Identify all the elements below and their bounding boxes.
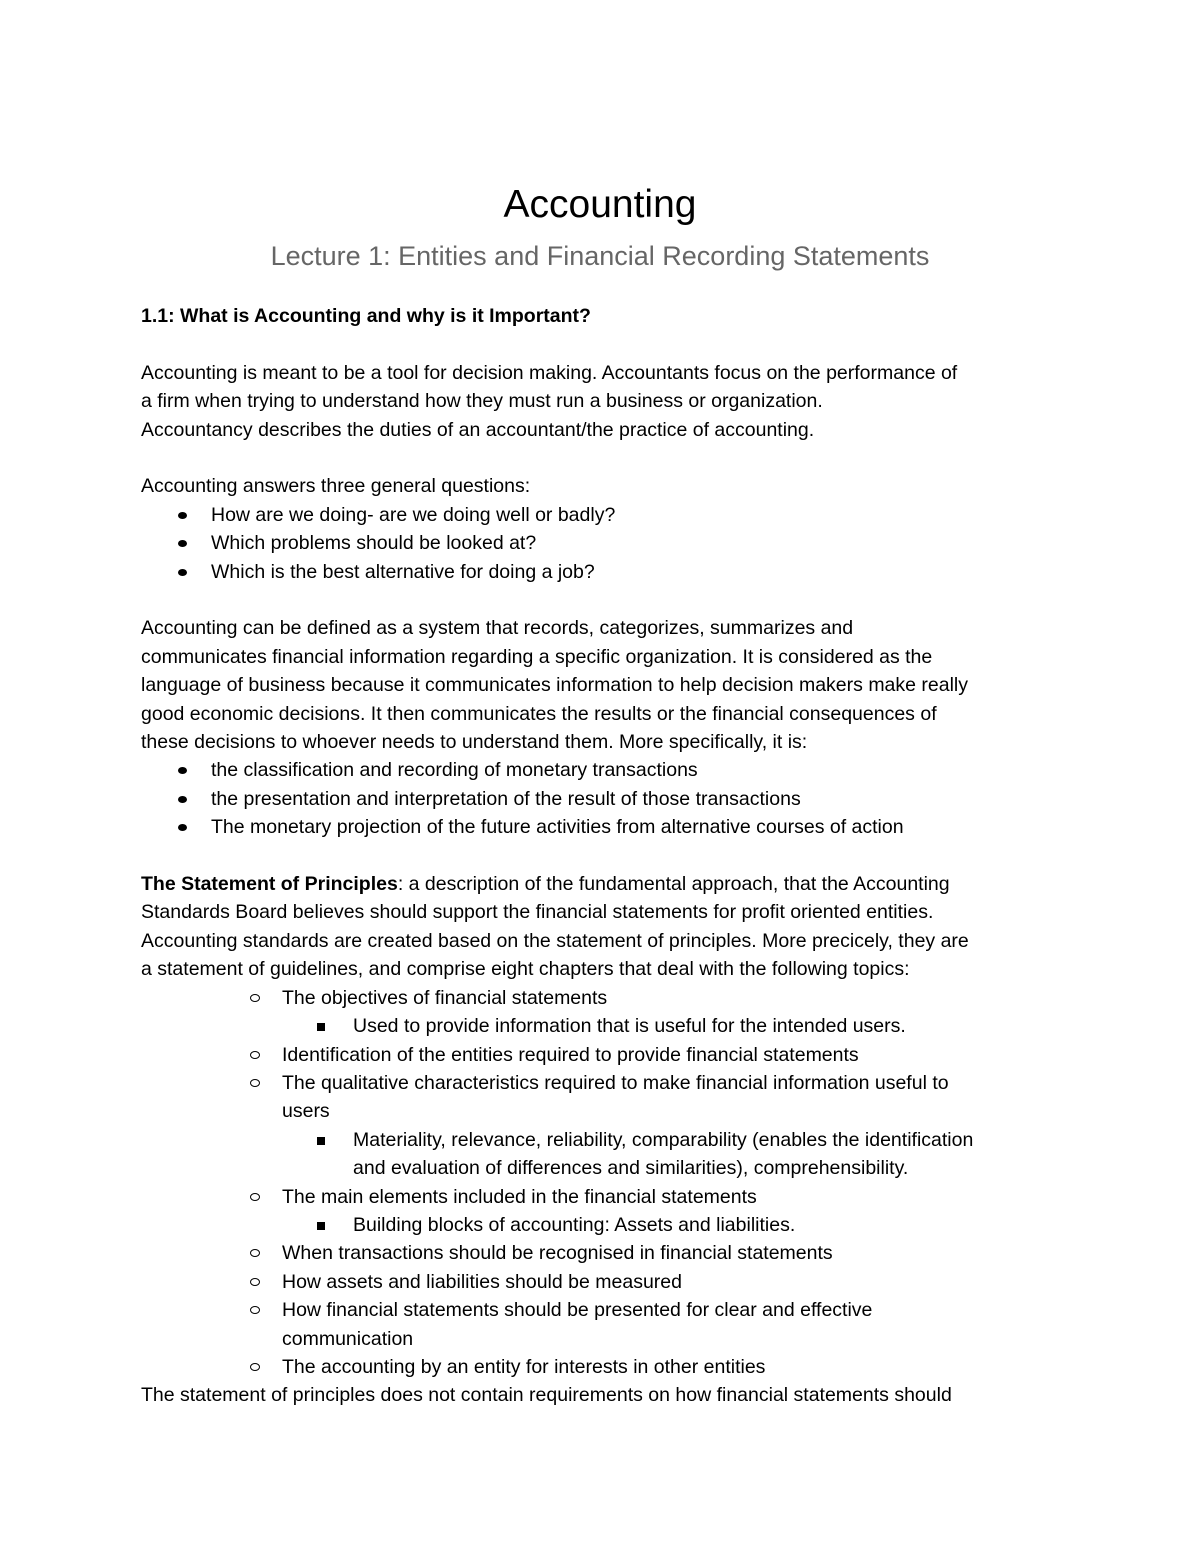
list-item-text: How financial statements should be presented for clear and effective: [282, 1299, 873, 1322]
list-item-text: communication: [282, 1327, 414, 1350]
section-heading: 1.1: What is Accounting and why is it Important?: [141, 305, 591, 327]
list-item-text: The objectives of financial statements: [282, 986, 608, 1009]
hollow-bullet-icon: [250, 1278, 260, 1286]
paragraph-line: a firm when trying to understand how they must run a business or organization.: [141, 390, 823, 413]
list-item-text: the classification and recording of monetary transactions: [211, 759, 698, 782]
list-item: [141, 501, 1071, 529]
hollow-bullet-icon: [250, 994, 260, 1002]
hollow-bullet-icon: [250, 1249, 260, 1257]
list-item-text: The qualitative characteristics required to make financial information useful to: [282, 1071, 949, 1094]
paragraph-line: Standards Board believes should support the financial statements for profit oriented entities.: [141, 901, 934, 924]
bullet-icon: [178, 540, 187, 547]
list-item: [141, 1268, 1071, 1296]
list-item: [141, 1211, 1071, 1239]
paragraph-line: a statement of guidelines, and comprise eight chapters that deal with the following topics:: [141, 958, 910, 981]
list-item: [141, 558, 1071, 586]
list-item-text: When transactions should be recognised in financial statements: [282, 1242, 833, 1265]
list-item: [141, 984, 1071, 1012]
bullet-icon: [178, 569, 187, 576]
list-item-text: Building blocks of accounting: Assets and liabilities.: [353, 1213, 796, 1236]
list-item-text: Which is the best alternative for doing a job?: [211, 560, 595, 583]
document-title: Accounting: [503, 183, 697, 226]
list-item-text: Used to provide information that is useful for the intended users.: [353, 1015, 906, 1038]
square-bullet-icon: [317, 1023, 325, 1031]
bullet-icon: [178, 512, 187, 519]
list-item-text: The monetary projection of the future activities from alternative courses of action: [211, 816, 904, 839]
list-item-text: Materiality, relevance, reliability, comparability (enables the identification: [353, 1128, 974, 1151]
list-item: [141, 1239, 1071, 1267]
list-item: [141, 756, 1071, 784]
list-item: [141, 1353, 1071, 1381]
spacer: [141, 842, 1071, 870]
paragraph-line: communicates financial information regarding a specific organization. It is considered as the: [141, 645, 933, 668]
paragraph-line: good economic decisions. It then communicates the results or the financial consequences of: [141, 702, 937, 725]
list-item-text: The main elements included in the financial statements: [282, 1185, 757, 1208]
spacer: [141, 444, 1071, 472]
paragraph-line: Accountancy describes the duties of an accountant/the practice of accounting.: [141, 418, 815, 441]
paragraph-line: language of business because it communicates information to help decision makers make really: [141, 674, 969, 697]
list-item: [141, 1296, 1071, 1353]
paragraph-line: Accounting is meant to be a tool for decision making. Accountants focus on the performance of: [141, 361, 958, 384]
spacer: [141, 586, 1071, 614]
list-item: [141, 1183, 1071, 1211]
paragraph-line: Accounting standards are created based on the statement of principles. More precicely, they are: [141, 929, 969, 952]
paragraph-line: The statement of principles does not contain requirements on how financial statements should: [141, 1384, 952, 1407]
list-item: [141, 1041, 1071, 1069]
principles-term: The Statement of Principles: [141, 873, 398, 896]
list-item: [141, 529, 1071, 557]
principles-text: : a description of the fundamental approach, that the Accounting: [397, 873, 950, 896]
list-item: [141, 1012, 1071, 1040]
list-item-text: The accounting by an entity for interests in other entities: [282, 1355, 766, 1378]
list-item: [141, 813, 1071, 841]
questions-list: [141, 501, 1071, 586]
specifics-list: [141, 756, 1071, 841]
bullet-icon: [178, 824, 187, 831]
list-item: [141, 785, 1071, 813]
list-item-text: Which problems should be looked at?: [211, 532, 537, 555]
paragraph-line: Accounting can be defined as a system that records, categorizes, summarizes and: [141, 617, 854, 640]
list-item: [141, 1126, 1071, 1183]
list-item-text: How are we doing- are we doing well or badly?: [211, 503, 616, 526]
questions-lead: Accounting answers three general questions:: [141, 475, 531, 498]
hollow-bullet-icon: [250, 1193, 260, 1201]
paragraph-line: these decisions to whoever needs to understand them. More specifically, it is:: [141, 731, 808, 754]
list-item-text: How assets and liabilities should be measured: [282, 1270, 682, 1293]
hollow-bullet-icon: [250, 1051, 260, 1059]
hollow-bullet-icon: [250, 1079, 260, 1087]
list-item-text: users: [282, 1100, 330, 1123]
topics-list: [141, 984, 1071, 1382]
list-item-text: Identification of the entities required to provide financial statements: [282, 1043, 859, 1066]
list-item-text: the presentation and interpretation of the result of those transactions: [211, 787, 801, 810]
spacer: [141, 330, 1071, 358]
document-subtitle: Lecture 1: Entities and Financial Recording Statements: [270, 241, 930, 271]
list-item: [141, 1069, 1071, 1126]
paragraph-line: [141, 870, 1071, 898]
document-body: [141, 302, 1071, 1410]
square-bullet-icon: [317, 1222, 325, 1230]
bullet-icon: [178, 767, 187, 774]
hollow-bullet-icon: [250, 1363, 260, 1371]
square-bullet-icon: [317, 1137, 325, 1145]
hollow-bullet-icon: [250, 1306, 260, 1314]
list-item-text: and evaluation of differences and similarities), comprehensibility.: [353, 1157, 909, 1180]
bullet-icon: [178, 796, 187, 803]
